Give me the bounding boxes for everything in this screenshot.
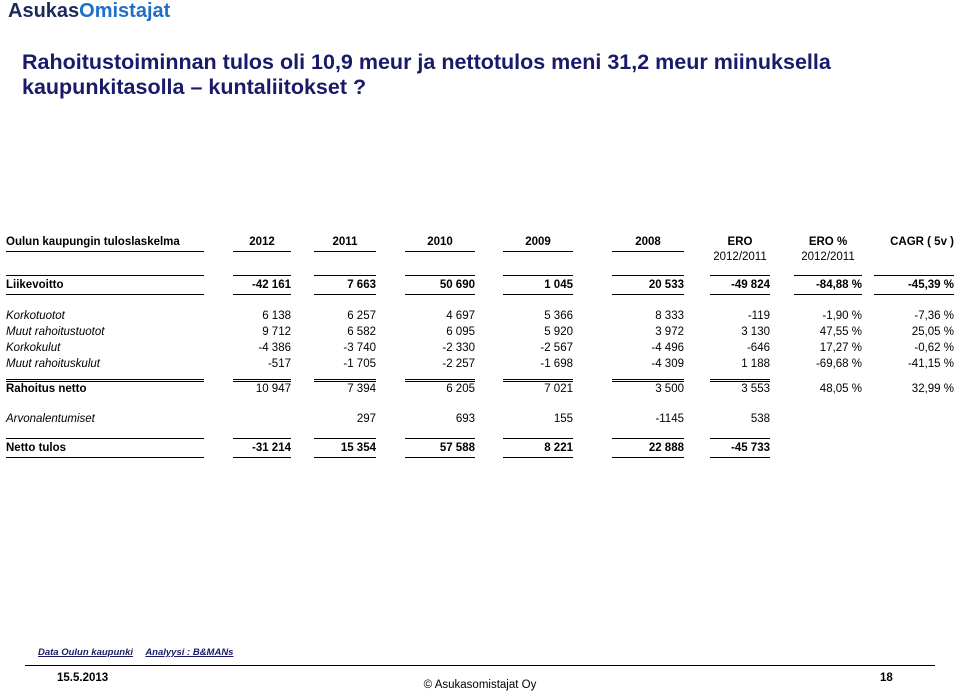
column-subheader: 2012/2011 [713, 251, 767, 263]
table-cell: 4 697 [446, 310, 475, 322]
column-header: ERO [727, 236, 753, 248]
row-underline [314, 438, 376, 439]
row-label-underline [6, 438, 204, 439]
table-cell: 3 553 [741, 383, 770, 395]
table-cell: 3 972 [655, 326, 684, 338]
row-bottom-rule [874, 294, 954, 295]
table-cell: -84,88 % [815, 279, 862, 291]
row-bottom-rule [612, 294, 684, 295]
column-subheader: 2012/2011 [801, 251, 855, 263]
table-row-label: Muut rahoitustuotot [6, 326, 105, 338]
table-caption: Oulun kaupungin tuloslaskelma [6, 236, 180, 248]
table-cell: -2 567 [540, 342, 573, 354]
table-cell: -4 496 [651, 342, 684, 354]
row-bottom-rule [6, 294, 204, 295]
row-bottom-rule [405, 457, 475, 458]
row-underline [710, 379, 770, 382]
footer-source [38, 647, 243, 658]
column-header: 2010 [427, 236, 453, 248]
table-cell: 10 947 [255, 383, 291, 395]
footer-date: 15.5.2013 [57, 672, 109, 684]
table-cell: 7 021 [544, 383, 573, 395]
table-cell: 57 588 [439, 442, 475, 454]
table-cell: -119 [747, 310, 770, 322]
table-cell: 155 [553, 413, 573, 425]
table-cell: -646 [746, 342, 770, 354]
column-header-underline [405, 251, 475, 252]
table-cell: -31 214 [251, 442, 291, 454]
table-cell: 32,99 % [911, 383, 954, 395]
table-cell: -69,68 % [815, 358, 862, 370]
row-underline [874, 275, 954, 276]
table-cell: -42 161 [251, 279, 291, 291]
column-header: CAGR ( 5v ) [890, 236, 954, 248]
row-label-underline [6, 275, 204, 276]
row-underline [314, 379, 376, 382]
table-cell: 3 500 [655, 383, 684, 395]
row-underline [710, 438, 770, 439]
table-cell: 47,55 % [819, 326, 862, 338]
column-header-underline [612, 251, 684, 252]
logo-part-2: Omistajat [79, 0, 171, 22]
table-cell: 5 366 [544, 310, 573, 322]
table-row-label: Muut rahoituskulut [6, 358, 100, 370]
row-bottom-rule [6, 457, 204, 458]
table-row-label: Rahoitus netto [6, 383, 87, 395]
row-underline [612, 379, 684, 382]
row-underline [314, 275, 376, 276]
column-header: ERO % [808, 236, 848, 248]
table-cell: 6 205 [446, 383, 475, 395]
row-underline [233, 275, 291, 276]
table-row-label: Netto tulos [6, 442, 67, 454]
logo-part-1: Asukas [8, 0, 80, 22]
table-row-label: Korkokulut [6, 342, 61, 354]
table-cell: 1 045 [544, 279, 573, 291]
table-cell: 50 690 [439, 279, 475, 291]
table-cell: -49 824 [730, 279, 770, 291]
row-underline [710, 275, 770, 276]
row-underline [612, 275, 684, 276]
row-bottom-rule [503, 294, 573, 295]
row-underline [405, 275, 475, 276]
row-bottom-rule [710, 457, 770, 458]
table-cell: 15 354 [340, 442, 376, 454]
table-cell: 25,05 % [911, 326, 954, 338]
table-cell: -1 705 [343, 358, 376, 370]
table-cell: 693 [455, 413, 475, 425]
table-cell: -517 [267, 358, 291, 370]
footer-data-source: Data Oulun kaupunki [38, 647, 134, 658]
row-bottom-rule [314, 294, 376, 295]
row-underline [794, 275, 862, 276]
table-cell: -7,36 % [914, 310, 954, 322]
table-cell: 6 257 [347, 310, 376, 322]
table-cell: 20 533 [648, 279, 684, 291]
row-underline [405, 438, 475, 439]
table-cell: 22 888 [648, 442, 684, 454]
table-cell: 297 [356, 413, 376, 425]
column-header: 2011 [332, 236, 358, 248]
row-underline [503, 379, 573, 382]
row-underline [612, 438, 684, 439]
table-cell: -1145 [655, 413, 684, 425]
footer-divider [25, 665, 935, 666]
table-row-label: Arvonalentumiset [6, 413, 95, 425]
table-cell: 6 138 [262, 310, 291, 322]
row-bottom-rule [314, 457, 376, 458]
table-row-label: Liikevoitto [6, 279, 64, 291]
row-bottom-rule [405, 294, 475, 295]
column-header-underline [314, 251, 376, 252]
table-cell: 1 188 [741, 358, 770, 370]
column-header: 2009 [525, 236, 551, 248]
table-cell: -0,62 % [914, 342, 954, 354]
table-cell: 3 130 [741, 326, 770, 338]
footer-copyright: © Asukasomistajat Oy [423, 679, 537, 691]
row-underline [233, 438, 291, 439]
row-underline [405, 379, 475, 382]
table-cell: -2 330 [442, 342, 475, 354]
page-number: 18 [880, 672, 893, 684]
column-header-underline [233, 251, 291, 252]
row-underline [233, 379, 291, 382]
table-cell: 6 095 [446, 326, 475, 338]
table-cell: 6 582 [347, 326, 376, 338]
table-cell: 5 920 [544, 326, 573, 338]
table-cell: -41,15 % [907, 358, 954, 370]
table-cell: 538 [750, 413, 770, 425]
table-row-label: Korkotuotot [6, 310, 65, 322]
table-cell: -4 386 [258, 342, 291, 354]
column-header: 2008 [635, 236, 661, 248]
table-cell: 7 663 [347, 279, 376, 291]
table-cell: 8 333 [655, 310, 684, 322]
table-cell: -2 257 [442, 358, 475, 370]
table-cell: -1 698 [540, 358, 573, 370]
table-cell: -45,39 % [907, 279, 954, 291]
footer-analysis: Analyysi : B&MANs [145, 647, 234, 658]
row-underline [503, 438, 573, 439]
table-cell: 8 221 [544, 442, 573, 454]
row-bottom-rule [233, 457, 291, 458]
table-cell: 9 712 [262, 326, 291, 338]
caption-underline [6, 251, 204, 252]
row-underline [503, 275, 573, 276]
table-cell: -3 740 [343, 342, 376, 354]
column-header: 2012 [249, 236, 275, 248]
row-bottom-rule [612, 457, 684, 458]
table-cell: 48,05 % [819, 383, 862, 395]
table-cell: 17,27 % [819, 342, 862, 354]
row-bottom-rule [233, 294, 291, 295]
column-header-underline [503, 251, 573, 252]
logo [8, 0, 170, 23]
row-bottom-rule [794, 294, 862, 295]
row-bottom-rule [710, 294, 770, 295]
row-label-underline [6, 379, 204, 382]
page-title: Rahoitustoiminnan tulos oli 10,9 meur ja nettotulos meni 31,2 meur miinuksella kaupunkitasolla – kuntaliitokset ? [22, 50, 831, 99]
table-cell: -1,90 % [822, 310, 862, 322]
table-cell: 7 394 [347, 383, 376, 395]
table-cell: -4 309 [651, 358, 684, 370]
row-bottom-rule [503, 457, 573, 458]
table-cell: -45 733 [730, 442, 770, 454]
